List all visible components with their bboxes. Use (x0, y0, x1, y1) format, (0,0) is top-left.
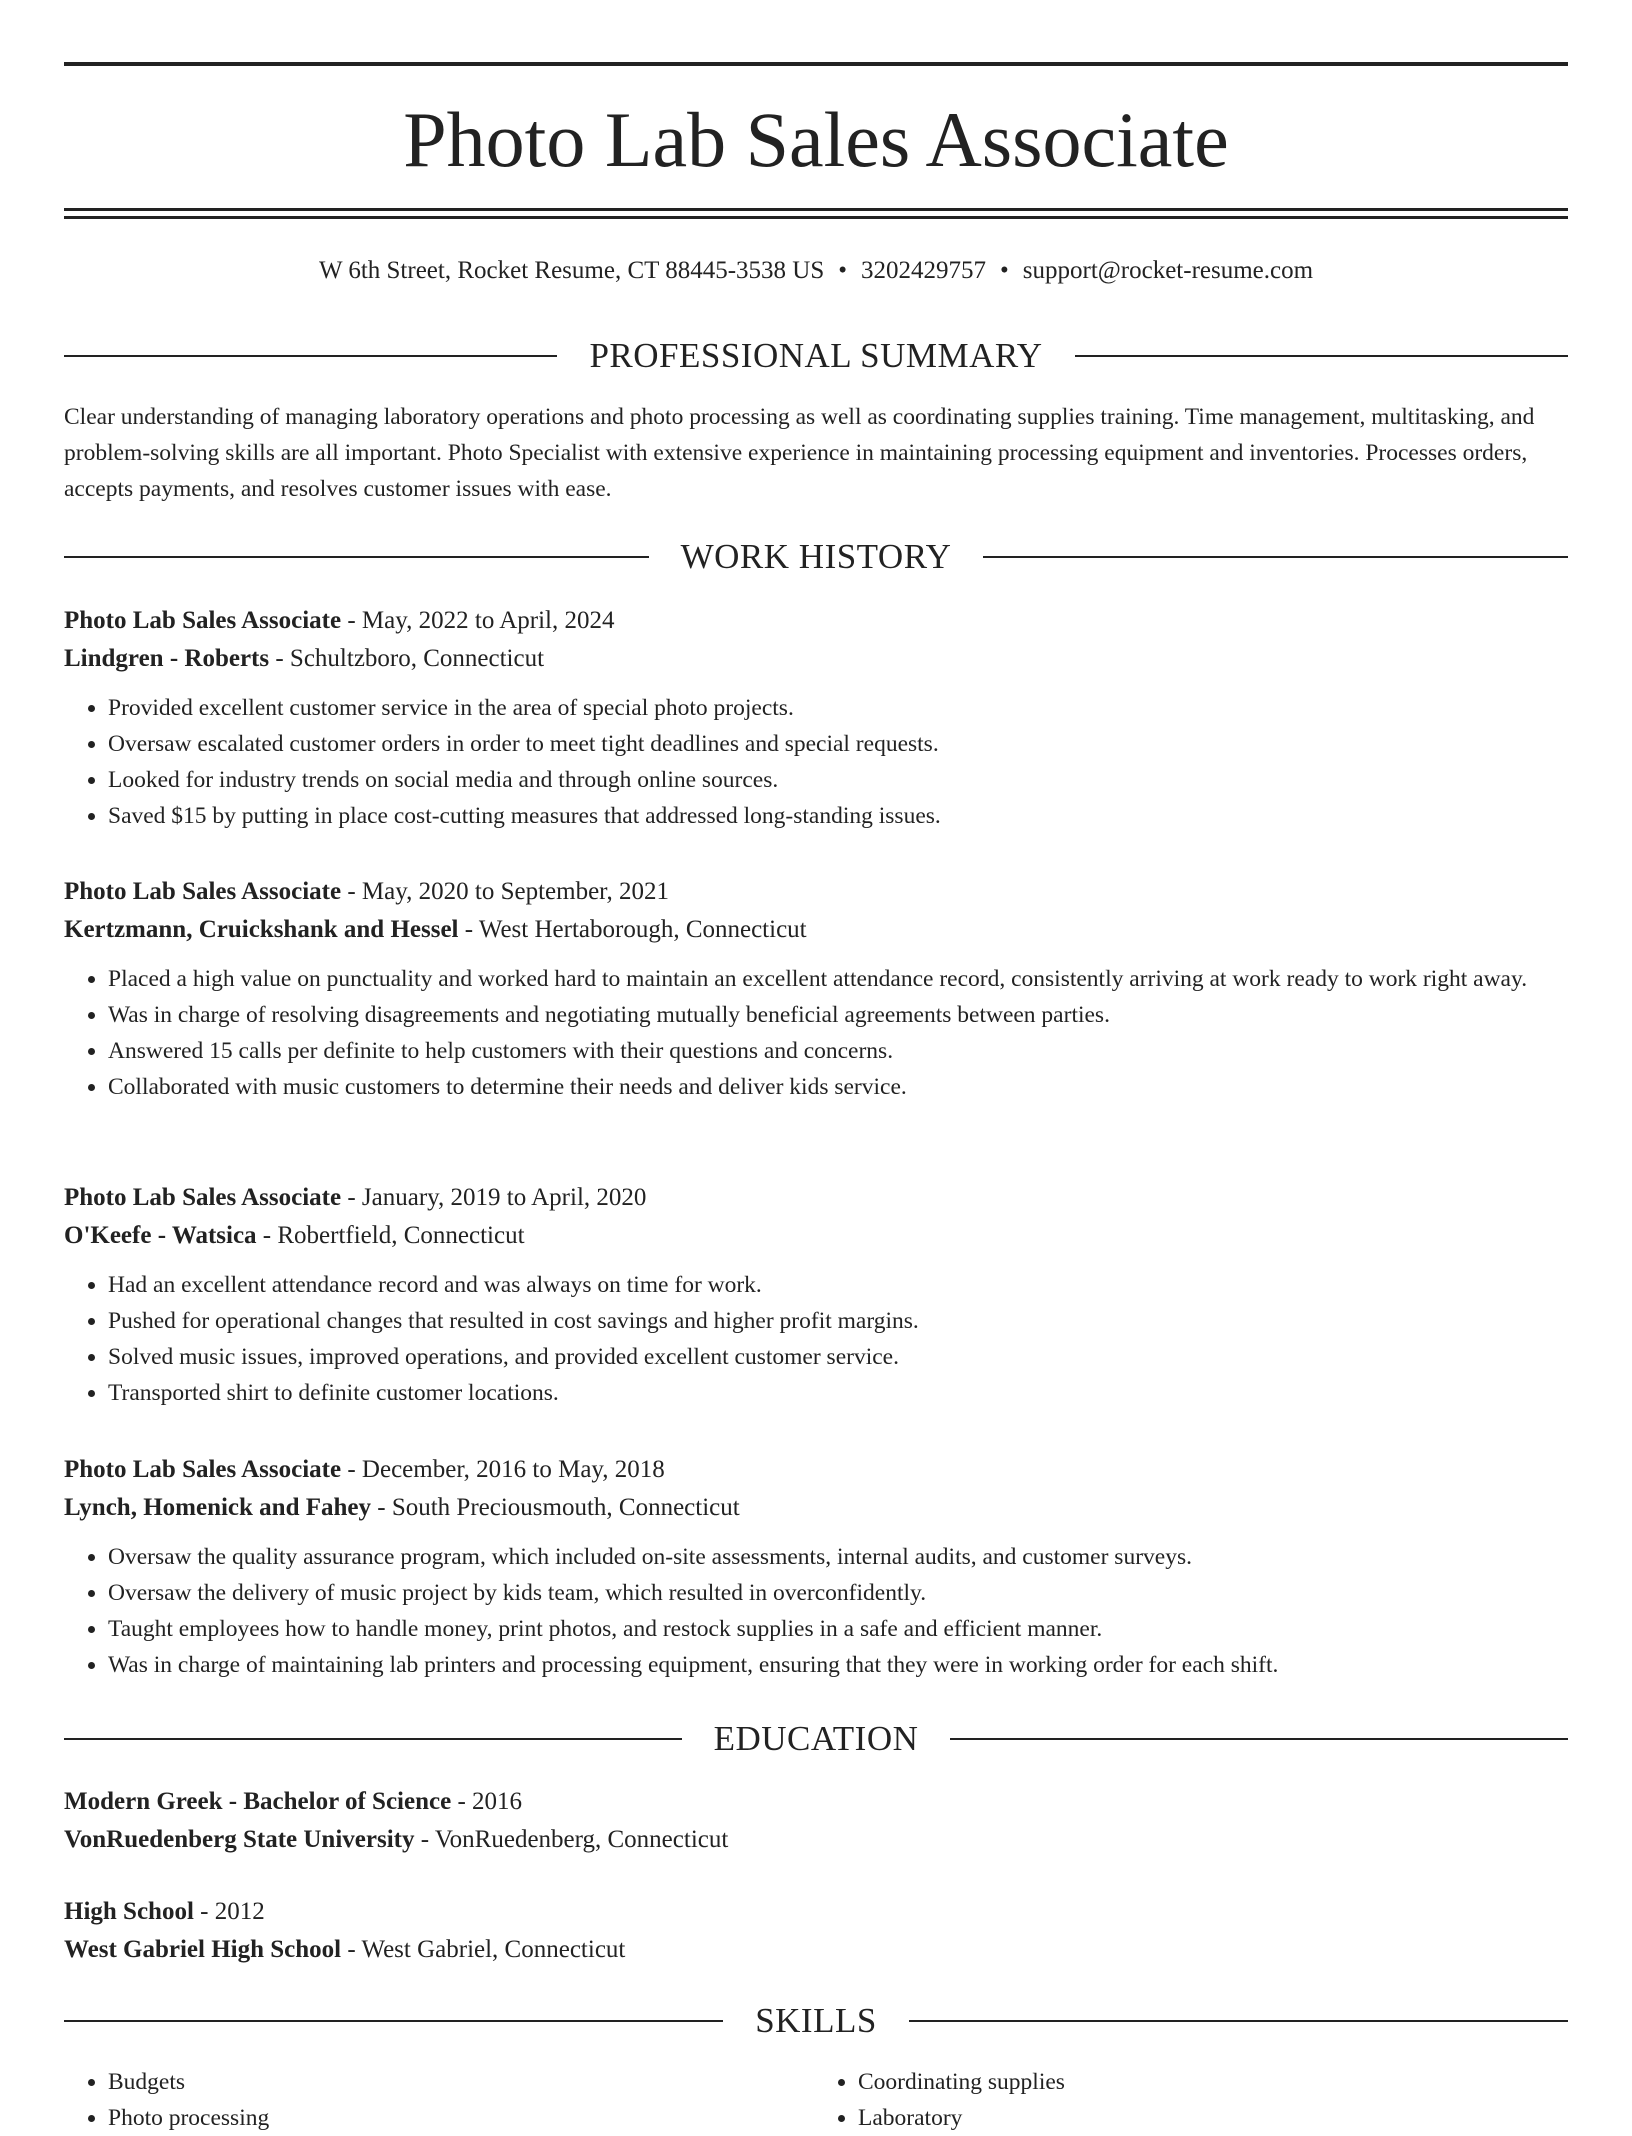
job-bullet: • Taught employees how to handle money, print photos, and restock supplies in a safe and efficient manner. (108, 1611, 1568, 1647)
header-bottom-rule-lower (64, 216, 1568, 219)
section-heading-label: SKILLS (755, 2001, 877, 2040)
job-dates: - December, 2016 to May, 2018 (341, 1456, 665, 1483)
job-bullet: • Transported shirt to definite customer locations. (108, 1375, 1568, 1411)
education-entry (64, 1783, 1568, 1859)
job-dates: - January, 2019 to April, 2020 (341, 1184, 647, 1211)
job-entry (64, 1179, 1568, 1411)
job-title: Photo Lab Sales Associate (64, 1456, 342, 1483)
job-company: O'Keefe - Watsica (64, 1222, 257, 1249)
education-location: - West Gabriel, Connecticut (341, 1936, 626, 1963)
job-bullet: • Pushed for operational changes that resulted in cost savings and higher profit margins. (108, 1303, 1568, 1339)
contact-phone: 3202429757 (861, 257, 986, 284)
education-school: West Gabriel High School (64, 1936, 342, 1963)
heading-rule-left (64, 355, 557, 357)
education-degree: Modern Greek - Bachelor of Science (64, 1788, 452, 1815)
skills-column-left (64, 2064, 808, 2136)
job-title-line (64, 1451, 1568, 1489)
education-degree: High School (64, 1898, 194, 1925)
section-heading-work-history (64, 535, 1568, 579)
job-bullet: • Placed a high value on punctuality and worked hard to maintain an excellent attendance record, consistently arriving at work ready to work right away. (108, 961, 1568, 997)
job-bullet-list (64, 1267, 1568, 1411)
contact-separator: • (1000, 257, 1009, 284)
job-location: - Schultzboro, Connecticut (269, 645, 545, 672)
job-bullet: • Answered 15 calls per definite to help customers with their questions and concerns. (108, 1033, 1568, 1069)
job-entry (64, 602, 1568, 834)
job-bullet: • Saved $15 by putting in place cost-cutting measures that addressed long-standing issues. (108, 798, 1568, 834)
heading-rule-left (64, 1738, 682, 1740)
education-school-line (64, 1821, 1568, 1859)
education-degree-line (64, 1893, 1568, 1931)
job-dates: - May, 2020 to September, 2021 (341, 878, 669, 905)
heading-rule-right (1075, 355, 1568, 357)
education-degree-line (64, 1783, 1568, 1821)
header-bottom-rule-upper (64, 208, 1568, 211)
education-school: VonRuedenberg State University (64, 1826, 415, 1853)
job-company: Lindgren - Roberts (64, 645, 270, 672)
job-company: Kertzmann, Cruickshank and Hessel (64, 916, 459, 943)
job-company: Lynch, Homenick and Fahey (64, 1494, 371, 1521)
job-bullet-list (64, 1539, 1568, 1683)
job-bullet: • Had an excellent attendance record and was always on time for work. (108, 1267, 1568, 1303)
education-year: - 2012 (193, 1898, 265, 1925)
job-entry (64, 1451, 1568, 1683)
job-title: Photo Lab Sales Associate (64, 1184, 342, 1211)
heading-rule-right (983, 556, 1568, 558)
heading-rule-left (64, 2020, 723, 2022)
section-heading-label: WORK HISTORY (680, 537, 952, 576)
job-bullet: • Oversaw escalated customer orders in order to meet tight deadlines and special requests. (108, 726, 1568, 762)
job-title-line (64, 1179, 1568, 1217)
summary-text: Clear understanding of managing laboratory operations and photo processing as well as coordinating supplies training. Time management, multitasking, and problem-solving skills are all important. Photo Specialist with extensive experience in maintaining processing equipment and inventories. Processes orders, accepts payments, and resolves customer issues with ease. (64, 404, 1535, 502)
education-location: - VonRuedenberg, Connecticut (414, 1826, 729, 1853)
header-top-rule (64, 62, 1568, 66)
job-bullet-list (64, 961, 1568, 1105)
job-bullet: • Oversaw the delivery of music project by kids team, which resulted in overconfidently. (108, 1575, 1568, 1611)
job-title: Photo Lab Sales Associate (64, 607, 342, 634)
contact-separator: • (838, 257, 847, 284)
education-year: - 2016 (451, 1788, 523, 1815)
skill-item: • Coordinating supplies (858, 2064, 1558, 2100)
skill-item: • Budgets (108, 2064, 808, 2100)
skill-item: • Laboratory (858, 2100, 1558, 2136)
heading-rule-right (909, 2020, 1568, 2022)
job-title-line (64, 873, 1568, 911)
job-bullet: • Was in charge of maintaining lab printers and processing equipment, ensuring that they were in working order for each shift. (108, 1647, 1568, 1683)
skills-column-right (808, 2064, 1558, 2136)
contact-address: W 6th Street, Rocket Resume, CT 88445-3538 US (318, 257, 825, 284)
education-entry (64, 1893, 1568, 1969)
section-heading-education (64, 1717, 1568, 1761)
heading-rule-right (950, 1738, 1568, 1740)
job-bullet: • Provided excellent customer service in the area of special photo projects. (108, 690, 1568, 726)
heading-rule-left (64, 556, 649, 558)
skill-item: • Photo processing (108, 2100, 808, 2136)
resume-title: Photo Lab Sales Associate (403, 96, 1229, 183)
job-location: - Robertfield, Connecticut (256, 1222, 525, 1249)
job-company-line (64, 1489, 1568, 1527)
job-bullet: • Looked for industry trends on social media and through online sources. (108, 762, 1568, 798)
section-heading-label: EDUCATION (713, 1719, 919, 1758)
job-location: - West Hertaborough, Connecticut (458, 916, 807, 943)
job-entry (64, 873, 1568, 1105)
education-school-line (64, 1931, 1568, 1969)
job-bullet: • Oversaw the quality assurance program, which included on-site assessments, internal audits, and customer surveys. (108, 1539, 1568, 1575)
job-location: - South Preciousmouth, Connecticut (371, 1494, 740, 1521)
job-title-line (64, 602, 1568, 640)
job-company-line (64, 640, 1568, 678)
section-heading-skills (64, 1999, 1568, 2043)
job-company-line (64, 911, 1568, 949)
job-bullet: • Collaborated with music customers to determine their needs and deliver kids service. (108, 1069, 1568, 1105)
skills-list (64, 2064, 1568, 2136)
job-bullet: • Was in charge of resolving disagreements and negotiating mutually beneficial agreements between parties. (108, 997, 1568, 1033)
job-bullet: • Solved music issues, improved operations, and provided excellent customer service. (108, 1339, 1568, 1375)
section-heading-summary (64, 334, 1568, 378)
job-company-line (64, 1217, 1568, 1255)
job-bullet-list (64, 690, 1568, 834)
job-title: Photo Lab Sales Associate (64, 878, 342, 905)
job-dates: - May, 2022 to April, 2024 (341, 607, 615, 634)
section-heading-label: PROFESSIONAL SUMMARY (589, 336, 1043, 375)
contact-email: support@rocket-resume.com (1022, 257, 1314, 284)
contact-line (64, 254, 1568, 288)
